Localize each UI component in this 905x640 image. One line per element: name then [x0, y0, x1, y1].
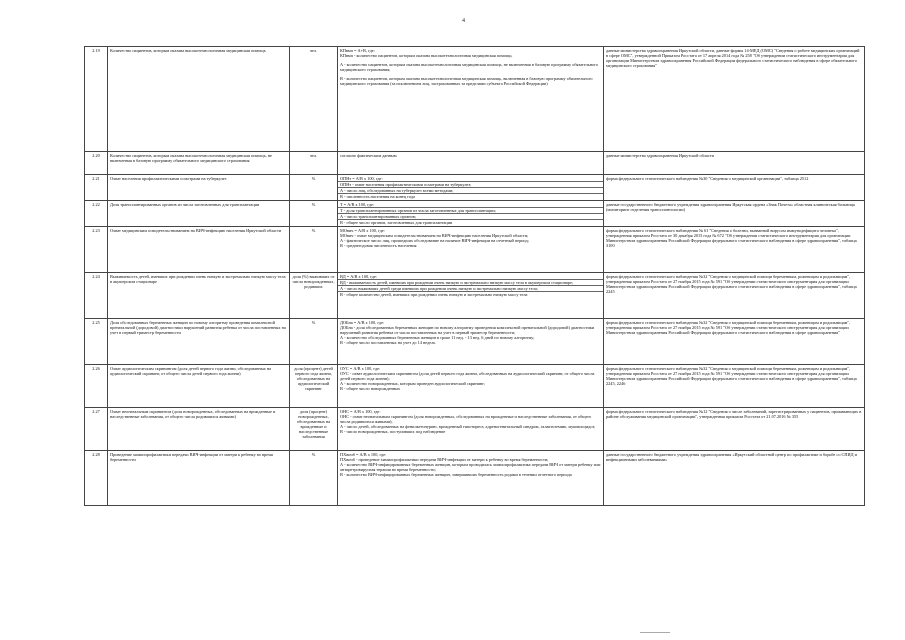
indicator-name: Доля обследованных беременных женщин по новому алгоритму проведения комплексной пренатальной (дородовой) диагностики нарушений развития ребенка от числа поставленных на учет в первый триместр беременности	[108, 319, 290, 365]
formula-line: А - число выживших детей среди имевших при рождении очень низкую и экстремально низкую массу тела;	[338, 285, 603, 291]
formula-line: В - общее число новорожденных	[340, 386, 401, 391]
formula-line: ОНС - охват неонатальным скринингом (доля новорожденных, обследованных на врожденные и наследственные заболевания, от общего числа родившихся живыми);	[340, 414, 592, 424]
formula-cell	[338, 365, 604, 408]
formula-cell	[338, 227, 604, 273]
formula-cell	[338, 175, 604, 201]
formula-cell	[338, 152, 604, 175]
formula-line: А - число лиц, обследованных на туберкулез всеми методами;	[338, 187, 603, 193]
formula-line: А - количество новорожденных, которым проведен аудиологический скрининг;	[340, 381, 486, 386]
formula-line: ОУС = А/В х 100, где:	[340, 366, 381, 371]
indicator-name: Количество пациентов, которым оказана высокотехнологичная медицинская помощь	[108, 47, 290, 152]
formula-line: Т = А/В х 100, где:	[340, 202, 375, 207]
row-number: 2.23	[85, 227, 108, 273]
data-source: форма федерального статистического наблюдения №12 "Сведения о числе заболеваний, зарегистрированных у пациентов, проживающих в районе обслуживания медицинской организации", утвержденная приказом Росстата от 21.07.2016 № 355	[604, 408, 865, 451]
formula-line: ВД - выживаемость детей, имевших при рождении очень низкую и экстремально низкую массу тела в акушерском стационаре;	[338, 279, 603, 285]
formula-line: МОвич = А/В х 100, где:	[340, 228, 385, 233]
table-row	[85, 201, 865, 227]
formula-line: Т - доля трансплантированных органов из числа заготовленных для трансплантации;	[338, 207, 603, 213]
table-row	[85, 408, 865, 451]
table-row	[85, 319, 865, 365]
formula-line: ВД = А/В х 100, где:	[340, 274, 378, 279]
formula-line: А - число трансплантированных органов;	[338, 213, 603, 219]
data-source: данные государственного бюджетного учреждения здравоохранения «Иркутский областной центр по профилактике и борьбе со СПИД и инфекционными заболеваниями»	[604, 451, 865, 506]
formula-cell	[338, 47, 604, 152]
formula-line: МОвич - охват медицинским освидетельствованием на ВИЧ-инфекцию населения Иркутской области;	[340, 233, 529, 238]
formula-cell	[338, 201, 604, 227]
row-number: 2.22	[85, 201, 108, 227]
unit-of-measure: доля (процент) новорожденных, обследованных на врожденные и наследственные заболевания	[290, 408, 338, 451]
formula-line: А - фактическое число лиц, прошедших обследование на наличие ВИЧ-инфекции на отчетный период;	[340, 238, 529, 243]
row-number: 2.24	[85, 273, 108, 319]
formula-line: ОПНт - охват населения профилактическими осмотрами на туберкулез;	[338, 181, 603, 187]
formula-line: ПХвичб - проведение химиопрофилактики передачи ВИЧ-инфекции от матери к ребенку во время беременности;	[340, 457, 549, 462]
formula-line: ОНС = А/В х 100, где:	[340, 409, 381, 414]
data-source: данные министерства здравоохранения Иркутской области	[604, 152, 865, 175]
formula-line: В - численность населения на конец года	[338, 193, 603, 199]
formula-line: В - количество ВИЧ-инфицированных беременных женщин, завершивших беременность родами в течении отчетного периода	[340, 472, 572, 477]
formula-line: ПХвичб = А/В х 100, где:	[340, 452, 387, 457]
formula-line: КПвмп = А+В, где:	[340, 48, 375, 53]
data-source: данные государственного бюджетного учреждения здравоохранения Иркутская ордена «Знак Почета» областная клиническая больница (мониторинг отделения трансплантологии)	[604, 201, 865, 227]
formula-cell	[338, 273, 604, 319]
table-row	[85, 227, 865, 273]
formula-line: В - общее число поставленных на учет до 14 недель	[340, 340, 436, 345]
unit-of-measure: %	[290, 175, 338, 201]
table-row	[85, 365, 865, 408]
formula-line: ОУС - охват аудиологическим скринингом (доля детей первого года жизни, обследованных на аудиологический скрининг, от общего числа детей первого года жизни);	[340, 371, 595, 381]
formula-line: ДОБна - доля обследованных беременных женщин по новому алгоритму проведения комплексной пренатальной (дородовой) диагностики нарушений развития ребенка от числа поставленных на учет в первый триместр беременности;	[340, 325, 595, 335]
formula-line: ДОБна = А/В х 100, где:	[340, 320, 385, 325]
unit-of-measure: доля (процент) детей первого года жизни, обследованных на аудиологический скрининг	[290, 365, 338, 408]
formula-line: А - количество обследованных беременных женщин в сроке 11 нед. - 13 нед. 6 дней по новому алгоритму;	[340, 335, 535, 340]
formula-line: КПвмп - количество пациентов, которым оказана высокотехнологичная медицинская помощь;	[340, 53, 513, 58]
formula-line: согласно фактическим данным	[340, 153, 397, 158]
formula-line: В - среднегодовая численность населения	[340, 243, 417, 248]
unit-of-measure: %	[290, 451, 338, 506]
row-number: 2.21	[85, 175, 108, 201]
formula-line: В - количество пациентов, которым оказана высокотехнологичная медицинская помощь, включенная в базовую программу обязательного медицинского страхования (за исключением лиц, застрахованных за пределами субъекта Российской Федерации)	[340, 76, 593, 86]
unit-of-measure: доля (%) выживших от числа новорожденных, родивших	[290, 273, 338, 319]
formula-line: А - число детей, обследованных на фенилкетонурию, врожденный гипотиреоз, адреногенитальный синдром, галактоземию, муковисцидоз;	[340, 424, 596, 429]
formula-cell	[338, 319, 604, 365]
formula-cell	[338, 451, 604, 506]
unit-of-measure: %	[290, 319, 338, 365]
indicator-name: Охват неонатальным скринингом (доля новорожденных, обследованных на врожденные и наследственные заболевания, от общего числа родившихся живыми)	[108, 408, 290, 451]
unit-of-measure: чел.	[290, 152, 338, 175]
data-source: форма федерального статистического наблюдения №32 "Сведения о медицинской помощи беременным, роженицам и родильницам", утвержденная приказом Росстата от 27 ноября 2015 года № 591 "Об утверждении статистического инструментария для организации Министерством здравоохранения Российской Федерации федерального статистического наблюдения в сфере здравоохранения", таблица 2245, 2246	[604, 365, 865, 408]
indicator-name: Охват медицинским освидетельствованием на ВИЧ-инфекцию населения Иркутской области	[108, 227, 290, 273]
data-source: форма федерального статистического наблюдения №32 "Сведения о медицинской помощи беременным, роженицам и родильницам", утвержденная приказом Росстата от 27 ноября 2015 года № 591 "Об утверждении статистического инструментария для организации Министерством здравоохранения Российской Федерации федерального статистического наблюдения в сфере здравоохранения"	[604, 319, 865, 365]
formula-line: А - количество ВИЧ-инфицированных беременных женщин, которым проводилась химиопрофилактика передачи ВИЧ от матери ребенку или антиретровирусная терапия во время беременности;	[340, 462, 601, 472]
row-number: 2.20	[85, 152, 108, 175]
formula-line: В - общее число органов, заготовленных для трансплантации	[338, 219, 603, 225]
page-number: 4	[462, 18, 465, 24]
formula-line: А - количество пациентов, которым оказана высокотехнологичная медицинская помощь, не включенная в базовую программу обязательного медицинского страхования;	[340, 62, 599, 72]
indicator-name: Выживаемость детей, имевших при рождении очень низкую и экстремально низкую массу тела в акушерском стационаре	[108, 273, 290, 319]
row-number: 2.28	[85, 451, 108, 506]
indicators-table	[84, 46, 865, 506]
data-source: форма федерального статистического наблюдения № 61 "Сведения о болезни, вызванной вирусом иммунодефицита человека", утвержденная приказом Росстата от 30 декабря 2015 года № 672 "Об утверждении статистического инструментария для организации Министерством здравоохранения Российской Федерации федерального статистического наблюдения в сфере здравоохранения", таблица 3100	[604, 227, 865, 273]
data-source: форма федерального статистического наблюдения №30 "Сведения о медицинской организации", таблица 2512	[604, 175, 865, 201]
table-row	[85, 175, 865, 201]
table-row	[85, 273, 865, 319]
indicator-name: Количество пациентов, которым оказана высокотехнологичная медицинская помощь, не включенная в базовую программу обязательного медицинского страхования	[108, 152, 290, 175]
row-number: 2.19	[85, 47, 108, 152]
indicator-name: Доля трансплантированных органов из числа заготовленных для трансплантации	[108, 201, 290, 227]
bottom-mark	[640, 632, 670, 633]
table-row	[85, 47, 865, 152]
indicator-name: Охват населения профилактическими осмотрами на туберкулез	[108, 175, 290, 201]
unit-of-measure: чел.	[290, 47, 338, 152]
indicator-name: Проведение химиопрофилактики передачи ВИЧ-инфекции от матери к ребенку во время беременности	[108, 451, 290, 506]
unit-of-measure: %	[290, 227, 338, 273]
unit-of-measure: %	[290, 201, 338, 227]
data-source: данные министерства здравоохранения Иркутской области, данные формы 14-МЕД (ОМС) "Сведения о работе медицинских организаций в сфере ОМС", утвержденной Приказом Росстата от 17 апреля 2014 года № 258 "Об утверждении статистического инструментария для организации Министерством здравоохранения Российской Федерации федерального статистического наблюдения в сфере обязательного медицинского страхования"	[604, 47, 865, 152]
formula-line: В - число новорожденных, поступивших под наблюдение	[340, 429, 446, 434]
table-row	[85, 451, 865, 506]
row-number: 2.27	[85, 408, 108, 451]
indicator-name: Охват аудиологическим скринингом (доля детей первого года жизни, обследованных на аудиологический скрининг, от общего числа детей первого года жизни)	[108, 365, 290, 408]
data-source: форма федерального статистического наблюдения №32 "Сведения о медицинской помощи беременным, роженицам и родильницам", утвержденная приказом Росстата от 27 ноября 2015 года № 591 "Об утверждении статистического инструментария для организации Министерством здравоохранения Российской Федерации федерального статистического наблюдения в сфере здравоохранения", таблица 2245	[604, 273, 865, 319]
table-row	[85, 152, 865, 175]
row-number: 2.25	[85, 319, 108, 365]
row-number: 2.26	[85, 365, 108, 408]
formula-cell	[338, 408, 604, 451]
formula-line: ОПНт = А/В х 100, где:	[340, 176, 383, 181]
formula-line: В - общее количество детей, имевших при рождении очень низкую и экстремально низкую массу тела	[338, 291, 603, 297]
